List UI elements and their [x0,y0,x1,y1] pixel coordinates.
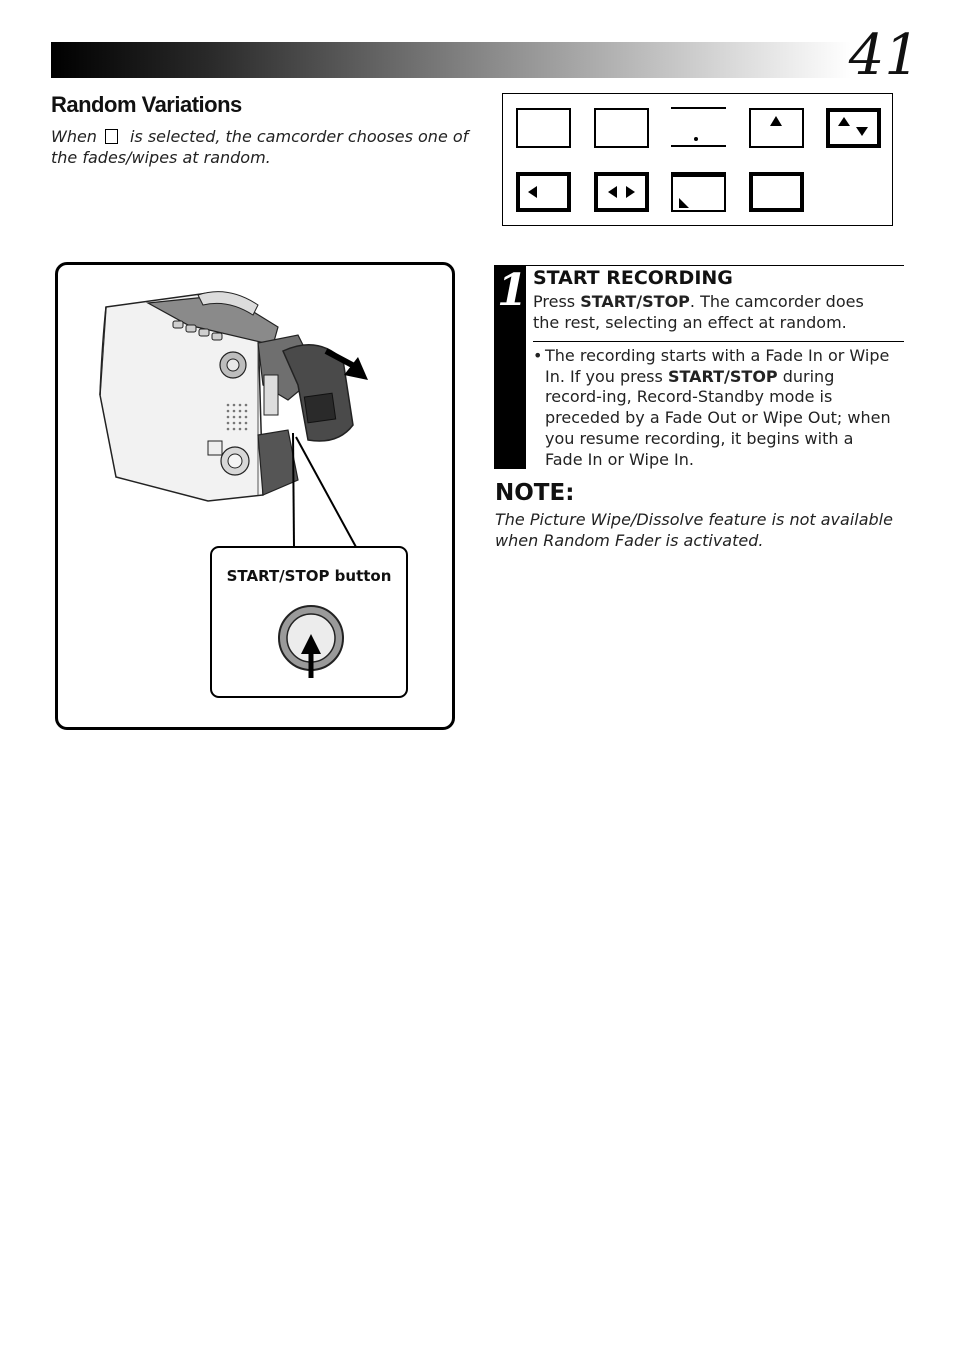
section-title: Random Variations [51,92,242,117]
step-rule [526,265,904,266]
step-text-end: . The camcorder does the rest, selecting an effect at random. [533,292,864,332]
step-text-start: Press [533,292,581,311]
note-text: The Picture Wipe/Dissolve feature is not available when Random Fader is activated. [495,510,893,550]
page-number: 41 [848,23,920,88]
random-fader-icon [105,129,118,144]
start-stop-term: START/STOP [667,366,778,386]
triangle-up-down-icon [826,108,881,148]
step-bullet [533,346,891,470]
callout-label: START/STOP button [226,567,392,585]
blank-frame-icon [516,108,571,148]
corner-triangle-icon [671,172,726,212]
step-title: START RECORDING [533,267,733,289]
thick-frame-icon [749,172,804,212]
dot-line-icon [671,107,726,147]
intro-text-start: When [51,127,97,146]
start-stop-button-icon [212,548,406,696]
header-gradient-bar [51,42,851,78]
step-divider [533,341,904,342]
blank-frame-icon [594,108,649,148]
start-stop-callout [210,546,408,698]
triangles-left-right-icon [594,172,649,212]
intro-text [51,126,481,168]
bullet-text [533,346,891,470]
intro-text-end: is selected, the camcorder chooses one of the fades/wipes at random. [51,127,469,167]
bullet-text-start: The recording starts with a Fade In or Wipe In. If you press [545,346,890,386]
fade-wipe-effects-panel [502,93,893,226]
triangle-up-icon [749,108,804,148]
note-title: NOTE: [495,480,575,506]
start-stop-term: START/STOP [580,292,690,311]
bullet-text-end: during record-ing, Record-Standby mode is preceded by a Fade Out or Wipe Out; when you resume recording, it begins with a Fade In or Wipe In. [545,366,891,469]
triangle-left-icon [516,172,571,212]
step-text [533,291,893,333]
step-number: 1 [497,265,528,316]
bullet-symbol: • [533,346,543,365]
